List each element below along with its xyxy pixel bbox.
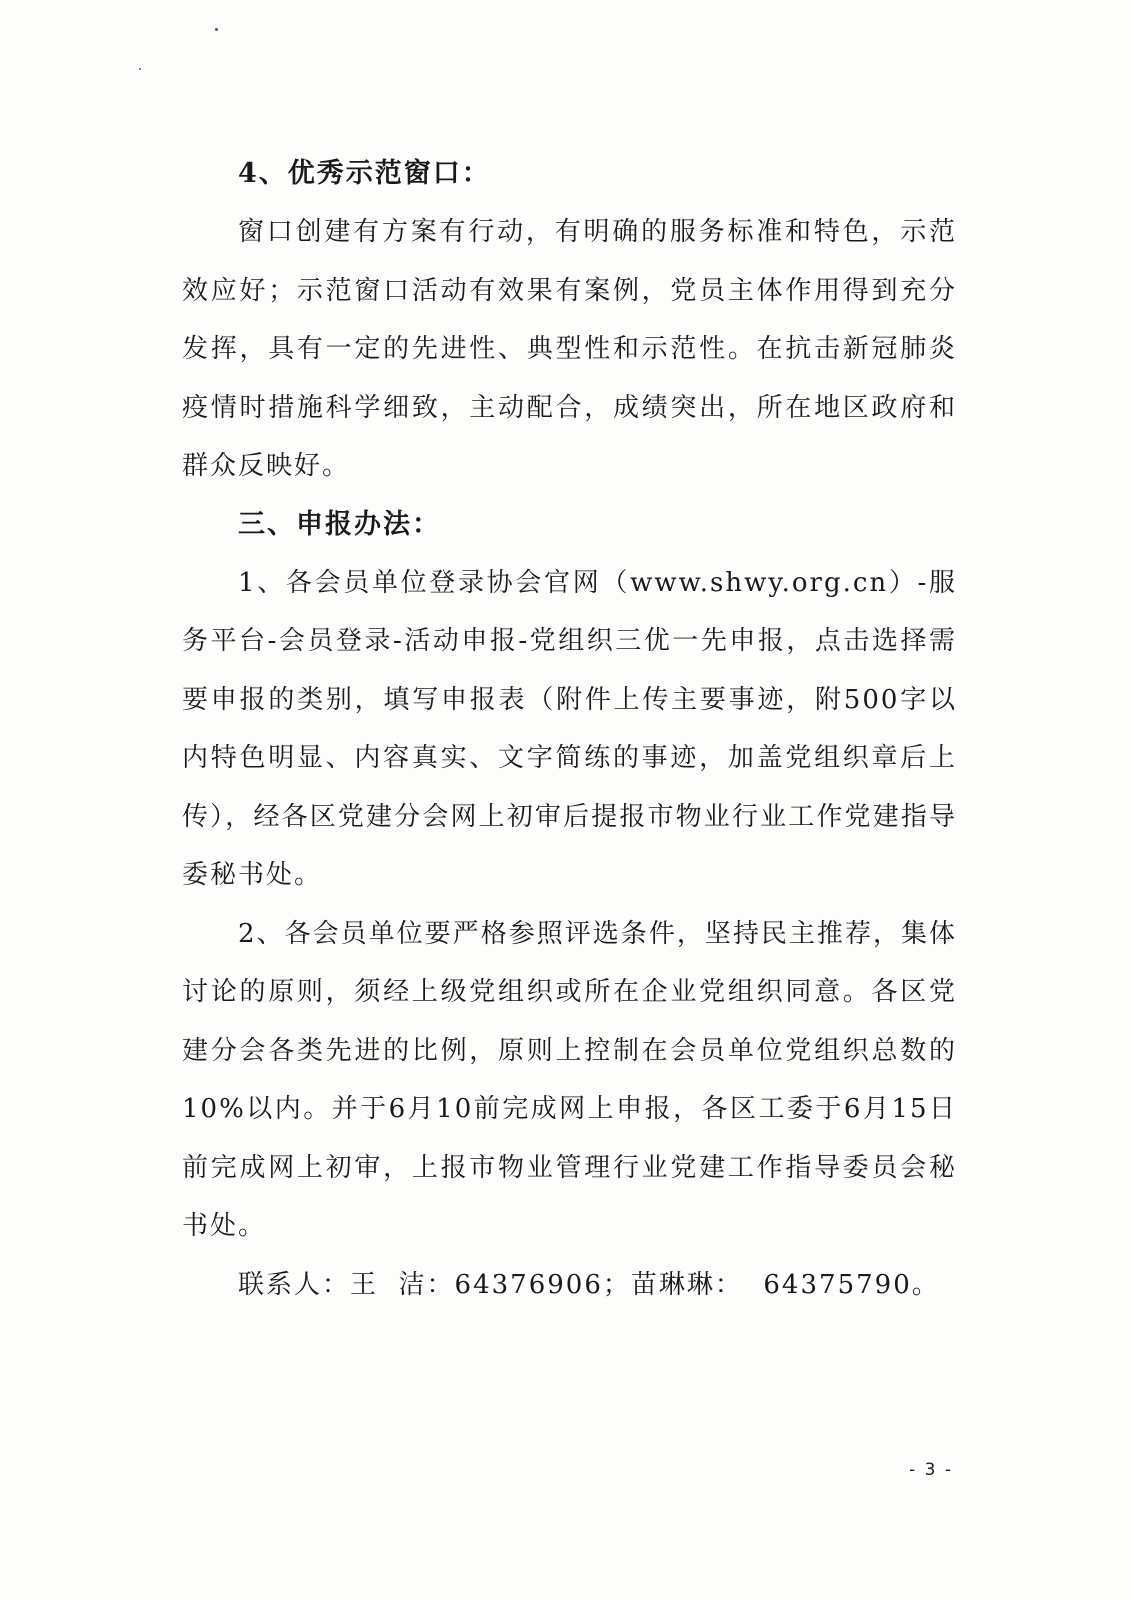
scan-speck	[215, 28, 218, 31]
paragraph-application-step-1: 1、各会员单位登录协会官网（www.shwy.org.cn）-服务平台-会员登录-活动申报-党组织三优一先申报，点击选择需要申报的类别，填写申报表（附件上传主要事迹，附500字以内特色明显、内容真实、文字简练的事迹，加盖党组织章后上传），经各区党建分会网上初审后提报市物业行业工作党建指导委秘书处。	[182, 567, 957, 890]
section-heading-model-window: 4、优秀示范窗口：	[238, 158, 491, 189]
document-body	[182, 145, 957, 1314]
scan-speck	[139, 68, 141, 70]
section-heading-application-method: 三、申报办法：	[238, 508, 441, 540]
page-number: - 3 -	[909, 1460, 953, 1480]
paragraph-application-step-2: 2、各会员单位要严格参照评选条件，坚持民主推荐，集体讨论的原则，须经上级党组织或所在企业党组织同意。各区党建分会各类先进的比例，原则上控制在会员单位党组织总数的10%以内。并于6月10前完成网上申报，各区工委于6月15日前完成网上初审，上报市物业管理行业党建工作指导委员会秘书处。	[182, 918, 957, 1241]
contact-line: 联系人：王 洁：64376906；苗琳琳： 64375790。	[238, 1269, 940, 1300]
paragraph-model-window-criteria: 窗口创建有方案有行动，有明确的服务标准和特色，示范效应好；示范窗口活动有效果有案例，党员主体作用得到充分发挥，具有一定的先进性、典型性和示范性。在抗击新冠肺炎疫情时措施科学细致，主动配合，成绩突出，所在地区政府和群众反映好。	[182, 217, 957, 481]
